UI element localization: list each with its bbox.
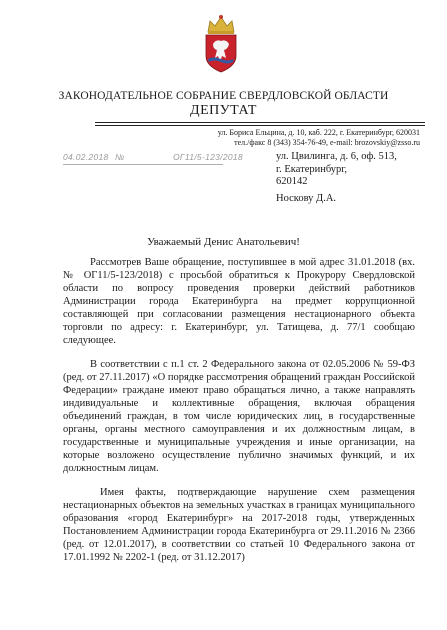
organization-name: ЗАКОНОДАТЕЛЬНОЕ СОБРАНИЕ СВЕРДЛОВСКОЙ ОБЛАСТИ	[58, 90, 389, 102]
recipient-address-line: 620142	[276, 176, 308, 187]
sverdlovsk-coat-of-arms-icon	[200, 12, 242, 74]
sender-contacts: тел./факс 8 (343) 354-76-49, e-mail: brozovskiy@zsso.ru	[234, 138, 420, 147]
salutation: Уважаемый Денис Анатольевич!	[147, 236, 300, 248]
registration-stamp	[63, 152, 243, 166]
letter-body	[63, 256, 415, 575]
registration-date: 04.02.2018	[63, 152, 109, 162]
registration-number-label: №	[115, 152, 125, 162]
recipient-address	[276, 151, 397, 189]
sender-address: ул. Бориса Ельцина, д. 10, каб. 222, г. Екатеринбург, 620031	[217, 128, 420, 137]
recipient-name: Носкову Д.А.	[276, 193, 337, 204]
header-divider	[95, 122, 425, 123]
recipient-address-line: ул. Цвилинга, д. 6, оф. 513,	[276, 151, 397, 162]
registration-number: ОГ11/5-123/2018	[173, 152, 243, 162]
header-divider-thin	[95, 125, 425, 126]
page-title: ДЕПУТАТ	[190, 103, 257, 118]
body-paragraph: В соответствии с п.1 ст. 2 Федерального закона от 02.05.2006 № 59-ФЗ (ред. от 27.11.2017) «О порядке рассмотрения обращений граждан Российской Федерации» граждане имеют право обращаться лично, а также направлять индивидуальные и коллективные обращения, включая обращения объединений граждан, в том числе юридических лиц, в государственные органы, органы местного самоуправления и их должностным лицам, в государственные и муниципальные учреждения и иные организации, на которые возложено осуществление публично значимых функций, и их должностным лицам.	[63, 359, 415, 474]
body-paragraph: Рассмотрев Ваше обращение, поступившее в мой адрес 31.01.2018 (вх. № ОГ11/5-123/2018) с просьбой обратиться к Прокурору Свердловской области по вопросу проведения проверки действий работников Администрации города Екатеринбурга на предмет коррупционной составляющей при согласовании размещения нестационарного объекта торговли по адресу: г. Екатеринбург, ул. Татищева, д. 77/1 сообщаю следующее.	[63, 257, 415, 346]
stamp-underline	[63, 164, 223, 165]
recipient-address-line: г. Екатеринбург,	[276, 163, 348, 175]
body-paragraph: Имея факты, подтверждающие нарушение схем размещения нестационарных объектов на земельных участках в границах муниципального образования «город Екатеринбург» на 2017-2018 годы, утвержденных Постановлением Администрации города Екатеринбурга от 29.11.2016 № 2366 (ред. от 12.01.2017), в соответствии со статьей 10 Федерального закона от 17.01.1992 № 2202-1 (ред. от 31.12.2017)	[63, 487, 415, 563]
